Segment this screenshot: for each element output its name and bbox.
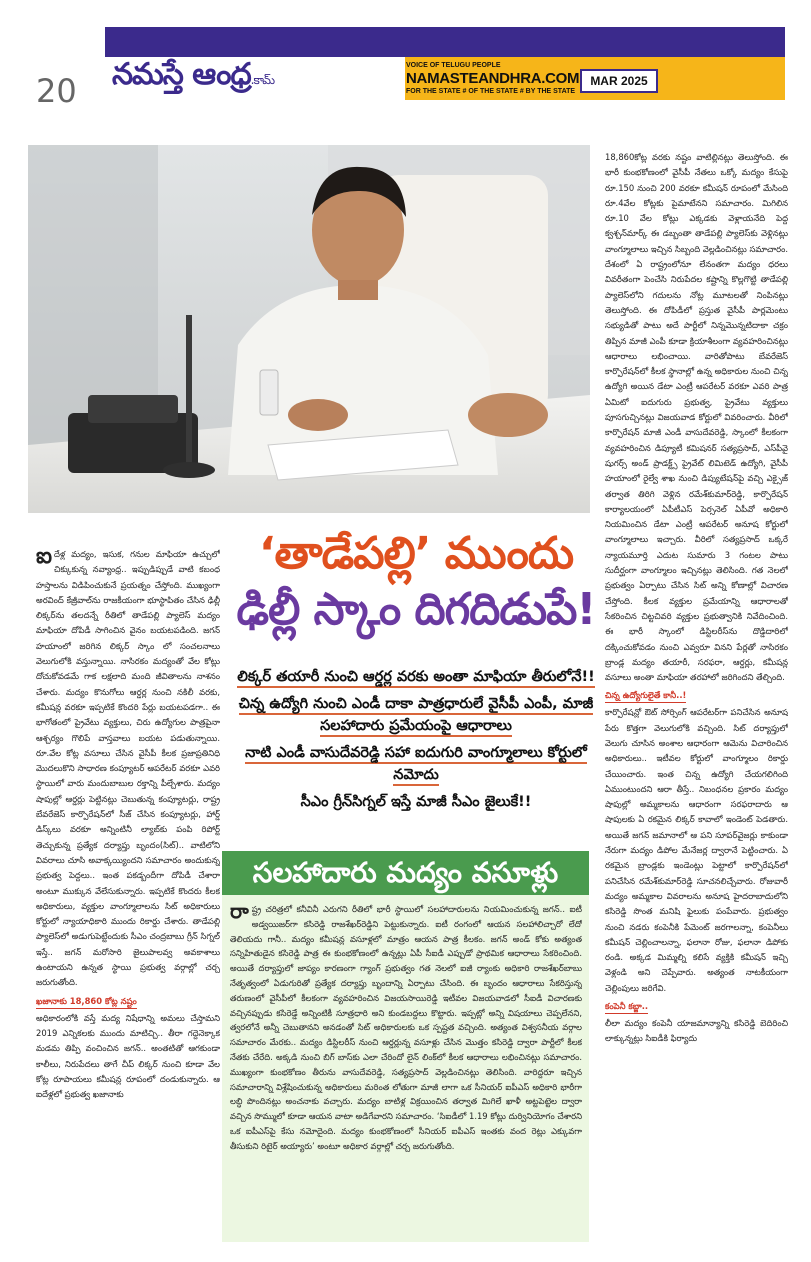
header-site-name: NAMASTEANDHRA.COM: [406, 70, 580, 87]
box-title: సలహాదారు మద్యం వసూళ్లు: [222, 851, 589, 895]
header-purple-band: [105, 27, 785, 57]
left-dropcap: ఐ: [36, 547, 52, 569]
deck-2: చిన్న ఉద్యోగి నుంచి ఎండీ దాకా పాత్రధారులే వైసీపీ ఎంపీ, మాజీ సలహాదారు ప్రమేయంపై ఆధారాలు: [239, 696, 594, 737]
deck-3: నాటి ఎండీ వాసుదేవరెడ్డి సహా ఐదుగురి వాంగ్మూలాలు కోర్టులో నమోదు: [245, 745, 587, 786]
right-subhead-2: కంపెనీ కబ్జా..: [605, 1000, 648, 1014]
box-text: [230, 902, 582, 1240]
left-paragraph-1-text: దేళ్ల మద్యం, ఇసుక, గనుల మాఫియా ఉచ్చులో చిక్కుకున్న నవ్యాంధ్ర.. ఇప్పుడిప్పుడే వాటి కబంధ హస్తాలను విడిపించుకునే ప్రయత్నం చేస్తోంది. ముఖ్యంగా అరవింద్ కేజ్రీవాల్‌ను రాజకీయంగా భూస్థాపితం చేసిన ఢిల్లీ లిక్కర్‌ను తలదన్నే రీతిలో తాడేపల్లి ప్యాలెస్ మద్యం మాఫియా దోపిడీ సాగించిన వైనం బయటపడింది. జగన్ హయాంలో జరిగిన లిక్కర్ స్కాం లో సంచలనాలు వెలుగులోకి వస్తున్నాయి. నాసిరకం మద్యంతో వేల కోట్లు దోచుకోవడమే గాక లక్షలాది మంది జీవితాలను నాశనం చేశారు. మద్యం కొనుగోలు ఆర్డర్ల నుంచి నకిలీ వరకు, కమీషన్ల వరకూ ఇప్పటికే కొందరి పేర్లు బయటపడగా.. ఈ భాగోతంలో ప్రైవేటు వ్యక్తులు, చిరు ఉద్యోగుల పాత్రపైనా ఆశ్చర్యం గొలిపే వాస్తవాలు బయట పడుతున్నాయి. రూ.వేల కోట్ల వసూలు చేసిన వైసీపీ కీలక ప్రజాప్రతినిధి మొదలుకొని సాధారణ కంప్యూటర్ ఆపరేటర్ వరకూ ఎవరి స్థాయిలో వారు మందుబాబుల రక్తాన్ని పీల్చేశారు. మద్యం షాపుల్లో ఆర్డర్లు పెట్టినట్లు చెబుతున్న కంప్యూటర్లు, రాష్ట్ర బేవరేజెస్ కార్పొరేషన్‌లో సీజ్ చేసిన కంప్యూటర్లు, హార్డ్ డిస్క్‌లు వరకూ అన్నింటినీ ల్యాబ్‌కు పంపి రిపోర్ట్ తెచ్చుకున్న ప్రత్యేక దర్యాప్తు బృందం(సిట్).. వాటిలోని వివరాలు చూసి అవాక్కయ్యిందని సమాచారం అందుకున్న ప్రభుత్వ పెద్దలు.. ఇంత పకడ్బందీగా దోపిడీ చేశారా అంటూ ముక్కున వేలేసుకున్నారు. ఇప్పటికే కొందరు కీలక అధికారులు, వ్యక్తుల వాంగ్మూలాలను సిట్ అధికారులు కోర్టులో న్యాయాధికారి ముందు రికార్డు చేశారు. తాడేపల్లి ప్యాలెస్‌లో అడుగుపెట్టేందుకు సీఎం చంద్రబాబు గ్రీన్ సిగ్నల్ ఇస్తే.. జగన్ మరోసారి జైలుపాలవ్వ అవకాశాలు ఉంటాయని ఉన్నత స్థాయి ప్రభుత్వ వర్గాల్లో చర్చ జరుగుతోంది.: [36, 549, 220, 988]
box-body: ష్ట్ర చరిత్రలో కనీవినీ ఎరుగని రీతిలో భారీ స్థాయిలో సలహాదారులను నియమించుకున్న జగన్.. ఐటీ అడ్వయిజర్‌గా కసిరెడ్డి రాజశేఖర్‌రెడ్డిని పెట్టుకున్నారు. ఐటీ రంగంలో ఆయన సలహాలిచ్చారో లేదో తెలియదు గానీ.. మద్యం కమీషన్ల వసూళ్లలో మాత్రం ఆయన పాత్ర కీలకం. జగన్ అండ్ కోకు అత్యంత సన్నిహితుడైన కసిరెడ్డి పాత్ర ఈ కుంభకోణంలో ఉన్నట్లు ఏపీ సీఐడీ ఎప్పుడో ప్రాథమిక ఆధారాలు సేకరించింది. అయితే దర్యాప్తులో జాప్యం కారణంగా గ్యాంగ్ ప్రభుత్వం గత నెలలో ఐజీ ర్యాంకు అధికారి రాజశేఖర్‌బాబు నేతృత్వంలో ఏడుగురితో ప్రత్యేక దర్యాప్తు బృందాన్ని ఏర్పాటు చేసింది. ఈ బృందం ఆధారాలు సేకరిస్తున్న తరుణంలో వైసీపీలో కీలకంగా వ్యవహరించిన విజయసాయిరెడ్డి ఇటీవల విజయవాడలో సీఐడీ విచారణకు వచ్చినప్పుడు కసిరెడ్డే అన్నింటికీ సూత్రధారి అని కుండబద్దలు కొట్టారు. ఇప్పట్లో అన్ని విషయాలు చెప్పలేనని, త్వరలోనే అన్నీ చెబుతానని అనడంతో సిట్ అధికారులకు ఒక స్పష్టత వచ్చింది. అత్యంత విశ్వసనీయ వర్గాల సమాచారం మేరకు.. మద్యం డిస్టిలరీస్ నుంచి ఆర్డర్లున్న వసూళ్లు చేసిన మొత్తం కసిరెడ్డి ద్వారా పార్టీలో కీలక నేతకు చేరేది. అక్కడి నుంచి బిగ్ బాస్‌కు ఎలా చేరిందో లైన్ లింక్‌లో కీలక ఆధారాలు లభించినట్లు సమాచారం. ముఖ్యంగా కుంభకోణం తీరును వాసుదేవరెడ్డి, సత్యప్రసాద్ వెల్లడించినట్లు తెలిసింది. వారిద్దరూ ఇచ్చిన సమాచారాన్ని విశ్లేషించుకున్న అధికారులు మరింత లోతుగా మాజీ లాగా ఒక సీనియర్ ఐపీఎస్ అధికారి భారీగా లబ్ధి పొందినట్లు అంచనాకు వచ్చారు. మద్యం బాటిళ్ల విక్రయించిన తర్వాత మిగిలే ఖాళీ అట్టపెట్టెల ద్వారా వచ్చిన సొమ్ములో కూడా ఆయన వాటా అడిగేవారని సమాచారం. ‘సిఐడీలో 1.19 కోట్లు దుర్వినియోగం చేశారని ఒక ఐపీఎస్‌పై కేసు నమోదైంది. మద్యం కుంభకోణంలో సీనియర్ ఐపీఎస్ ఇంతకు వంద రెట్లు ఎక్కువగా తీసుకుని రిటైర్ అయ్యారు’ అంటూ అధికార వర్గాల్లో చర్చ జరుగుతోంది.: [230, 904, 582, 1151]
deck-4: సీఎం గ్రీన్‌సిగ్నల్ ఇస్తే మాజీ సీఎం జైలుకే!!: [300, 794, 532, 810]
right-subhead-1: చిన్న ఉద్యోగులైతే కానీ..!: [605, 689, 686, 703]
article-photo: [28, 145, 590, 513]
left-paragraph-2: అధికారంలోకి వస్తే మద్య నిషేధాన్ని అమలు చేస్తామని 2019 ఎన్నికలకు ముందు మాటిచ్చి.. తీరా గద్దెనెక్కాక మడమ తిప్పి వంచించిన జగన్.. అంతటితో ఆగకుండా కాలీలు, నిరుపేదలు తాగే చీప్ లిక్కర్ నుంచి కూడా వేల కోట్ల రూపాయలు కమీషన్ల రూపంలో దండుకున్నారు. ఆ ఐదేళ్లలో ప్రభుత్వ ఖజానాకు: [36, 1012, 220, 1100]
right-paragraph-3: లీలా మద్యం కంపెనీ యాజమాన్యాన్ని కసిరెడ్డి బెదిరించి లాక్కున్నట్లు సిఐడీకి ఫిర్యాదు: [605, 1018, 788, 1044]
right-column-text: [605, 150, 788, 1260]
left-subhead: ఖజానాకు 18,860 కోట్ల నష్టం: [36, 995, 137, 1009]
issue-date-badge: MAR 2025: [580, 69, 658, 93]
logo-suffix: .కామ్: [250, 73, 275, 87]
header-tagline: FOR THE STATE # OF THE STATE # BY THE STATE: [406, 88, 576, 95]
page-number: 20: [36, 72, 77, 110]
header-voice: VOICE OF TELUGU PEOPLE: [406, 62, 501, 69]
sub-decks: [236, 666, 596, 818]
logo-text: నమస్తే ఆంధ్ర: [112, 57, 251, 92]
headline: [236, 526, 596, 638]
right-paragraph-2: కార్పొరేషన్లో ఔట్ సోర్సింగ్ ఆపరేటర్‌గా పనిచేసిన అనూష పేరు కొత్తగా వెలుగులోకి వచ్చింది. సిట్ దర్యాప్తులో వెలుగు చూసిన అంశాల ఆధారంగా ఆమెను విచారించిన అధికారులు.. ఇటీవల కోర్టులో వాంగ్మూలం రికార్డు చేయించారు. ఇంత చిన్న ఉద్యోగి చేయగలిగింది ఏముంటుందని ఆరా తీస్తే.. నిబంధనల ప్రకారం మద్యం షాపుల్లో అమ్మకాలను ఆధారంగా సరఫరాదారు ఆ షాపులకు ఏ రకమైన లిక్కర్ కావాలో ఇండెంట్ పెడతారు. అయితే జగన్ జమానాలో ఆ పని సూపర్‌వైజర్లు కాకుండా నేరుగా మద్యం డిపోల మేనేజర్ల ద్వారానే పెట్టించారు. ఏ రకమైన బ్రాండ్లకు ఇండెంట్లు పెట్టాలో కార్పొరేషన్‌లో పనిచేసిన రమేశ్‌కుమార్‌రెడ్డి సూచనలిచ్చేవారు. రోజువారీ మద్యం అమ్మకాల వివరాలను అనూష హైదరాబాదులోని కసిరెడ్డి సొంత మనిషి ఫైలుకు పంపేవారు. ప్రభుత్వం నుంచి నడరు కంపెనీకి పేమెంట్ జరగాలన్నా, కంపెనీలు కమీషన్ చెల్లించాలన్నా, ఫలానా రోజు, ఫలానా డిపోకు రండి. అక్కడ మిమ్మల్ని కలిసే వ్యక్తికి కమీషన్ ఇచ్చి వెళ్లండి అని చెప్పేవారు. అత్యంత నాటకీయంగా చెల్లింపులు జరిగేవి.: [605, 707, 788, 993]
headline-line-2: ఢిల్లీ స్కాం దిగదిడుపే!: [236, 584, 596, 635]
site-logo: [112, 57, 274, 99]
photo-illustration: [28, 145, 590, 513]
left-column-text: [36, 547, 220, 1262]
box-dropcap: రా: [230, 902, 249, 923]
left-paragraph-1: [36, 547, 220, 991]
headline-line-1: ‘తాడేపల్లి’ ముందు: [258, 528, 574, 579]
deck-1: లిక్కర్ తయారీ నుంచి ఆర్డర్ల వరకు అంతా మాఫియా తీరులోనే!!: [237, 669, 594, 688]
right-paragraph-1: 18,860కోట్ల వరకు నష్టం వాటిల్లినట్లు తెలుస్తోంది. ఈ భారీ కుంభకోణంలో వైసీపీ నేతలు ఒక్కో మద్యం కేసుపై రూ.150 నుంచి 200 వరకూ కమీషన్ రూపంలో మేసింది రూ.4వేల కోట్లకు పైమాటేనని సమాచారం. మిగిలిన రూ.10 వేల కోట్లు ఎక్కడకు వెళ్లాయనేది పెద్ద క్వశ్చన్‌మార్క్ ఈ డబ్బంతా తాడేపల్లి ప్యాలెస్‌కు వెళ్లినట్లు వాంగ్మూలాలు ఇచ్చిన సిబ్బంది వెల్లడించినట్లు సమాచారం. దేశంలో ఏ రాష్ట్రంలోనూ లేనంతగా మద్యం ధరలు వివరీతంగా పెంచేసి నిరుపేదల కష్టాన్ని కొల్లగొట్టి తాడేపల్లి ప్యాలెస్‌లోని గదులను నోట్ల మూటలతో నింపినట్లు తెలుస్తోంది. ఈ దోపిడీలో ప్రస్తుత వైసీపీ పార్లమెంటు సభ్యుడితో పాటు అదే పార్టీలో నిన్నమొన్నటిదాకా చక్రం తిప్పిన మాజీ ఎంపీ కూడా క్రియాశీలంగా వ్యవహరించినట్లు ఆధారాలు లభించాయి. వారితోపాటు బేవరేజెస్ కార్పొరేషన్‌లో కీలక స్థానాల్లో ఉన్న అధికారుల నుంచి చిన్న ఉద్యోగి అయిన డేటా ఎంట్రీ ఆపరేటర్ వరకూ ఎవరి పాత్ర ఏమిటో ఐదుగురు ప్రభుత్వ, ప్రైవేటు వ్యక్తులు పూసగుచ్చినట్లు విజయవాడ కోర్టులో వివరించారు. వీరిలో కార్పొరేషన్ మాజీ ఎండీ వాసుదేవరెడ్డి, స్కాంలో కీలకంగా వ్యవహరించిన డిప్యూటీ కమిషనర్ సత్యప్రసాద్, ఎస్‌పీవై షుగర్స్ అండ్ ప్రాడక్ట్స్ ప్రైవేట్ లిమిటెడ్ ఉద్యోగి, వైసీపీ హయాంలో రైల్వే శాఖ నుంచి డిప్యుటేషన్‌పై వచ్చి ఎక్సైజ్ తర్వాత తిరిగి వెళ్లిన రమేశ్‌కుమార్‌రెడ్డి, కార్పొరేషన్ కార్యాలయంలో ఏపీటీఎస్ పెర్సనెల్ ఏపీవో అధికారి నియమించిన డేటా ఎంట్రీ ఆపరేటర్ అనూష కోర్టులో వాంగ్మూలాలు ఇచ్చారు. వీరిలో సత్యప్రసాద్ ఒక్కరే న్యాయమూర్తి ఎదుట సుమారు 3 గంటల పాటు సుదీర్ఘంగా వాంగ్మూలం ఇచ్చినట్లు తెలిసింది. గత నెలలో ప్రభుత్వం ఏర్పాటు చేసిన సిట్ అన్ని కోణాల్లో విచారణ చేస్తోంది. కీలక వ్యక్తుల ప్రమేయాన్ని ఆధారాలతో సేకరించిన చిట్టచివరి వ్యక్తుల ప్రభుత్వానికి నివేదించింది. ఈ భారీ స్కాంలో డిస్టిలరీస్‌ను దొడ్డిదారిలో దక్కించుకోవడం నుంచి ఎవ్వరూ వినని పేర్లతో నాసిరకం బ్రాండ్ల మద్యం తయారీ, సరఫరా, ఆర్డర్లు, కమీషన్ల వసూలు అంతా మాఫియా తరహాలో జరిగిందని తేల్చింది.: [605, 152, 788, 683]
